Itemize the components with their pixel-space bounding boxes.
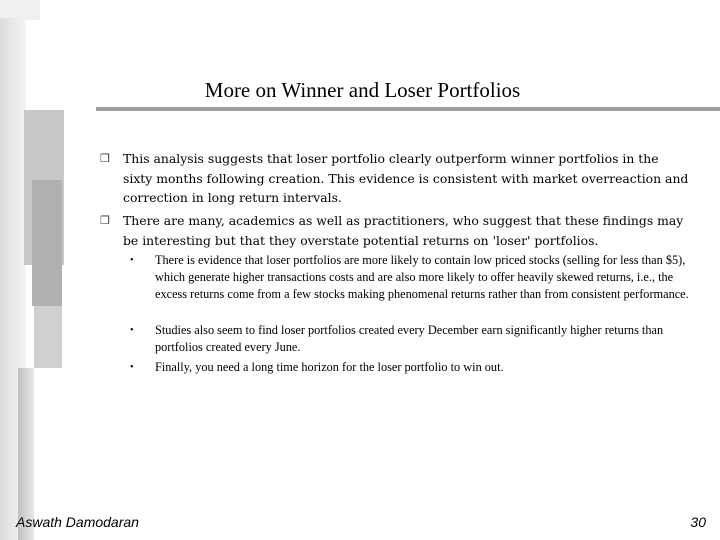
checkbox-bullet-icon: ❒	[100, 214, 110, 227]
sub-bullet-item	[130, 322, 690, 356]
decor-block-b	[32, 180, 62, 306]
sub-bullet-item	[130, 359, 690, 376]
sub-bullet-text: Finally, you need a long time horizon for the loser portfolio to win out.	[155, 360, 504, 374]
footer-author: Aswath Damodaran	[16, 514, 139, 530]
title-rule	[96, 107, 720, 111]
sub-bullet-item	[130, 252, 690, 303]
checkbox-bullet-icon: ❒	[100, 152, 110, 165]
dot-bullet-icon: •	[130, 325, 134, 336]
sub-bullet-text: Studies also seem to find loser portfolios created every December earn significantly higher returns than portfolios created every June.	[155, 323, 664, 354]
decor-block-c	[34, 306, 62, 368]
bullet-text: This analysis suggests that loser portfolio clearly outperform winner portfolios in the sixty months following creation. This evidence is consistent with market overreaction and correction in long return intervals.	[123, 151, 689, 205]
dot-bullet-icon: •	[130, 255, 134, 266]
decor-top-light	[0, 0, 40, 20]
bullet-item	[100, 149, 690, 208]
bullet-text: There are many, academics as well as practitioners, who suggest that these findings may be interesting but that they overstate potential returns on 'loser' portfolios.	[123, 213, 684, 248]
sub-bullet-text: There is evidence that loser portfolios are more likely to contain low priced stocks (selling for less than $5), which generate higher transactions costs and are also more likely to offer heavily skewed returns, i.e., the excess returns come from a few stocks making phenomenal returns rather than from consistent performance.	[155, 253, 689, 301]
bullet-item	[100, 211, 690, 250]
dot-bullet-icon: •	[130, 362, 134, 373]
slide-title: More on Winner and Loser Portfolios	[204, 78, 521, 102]
page-number: 30	[690, 514, 706, 530]
